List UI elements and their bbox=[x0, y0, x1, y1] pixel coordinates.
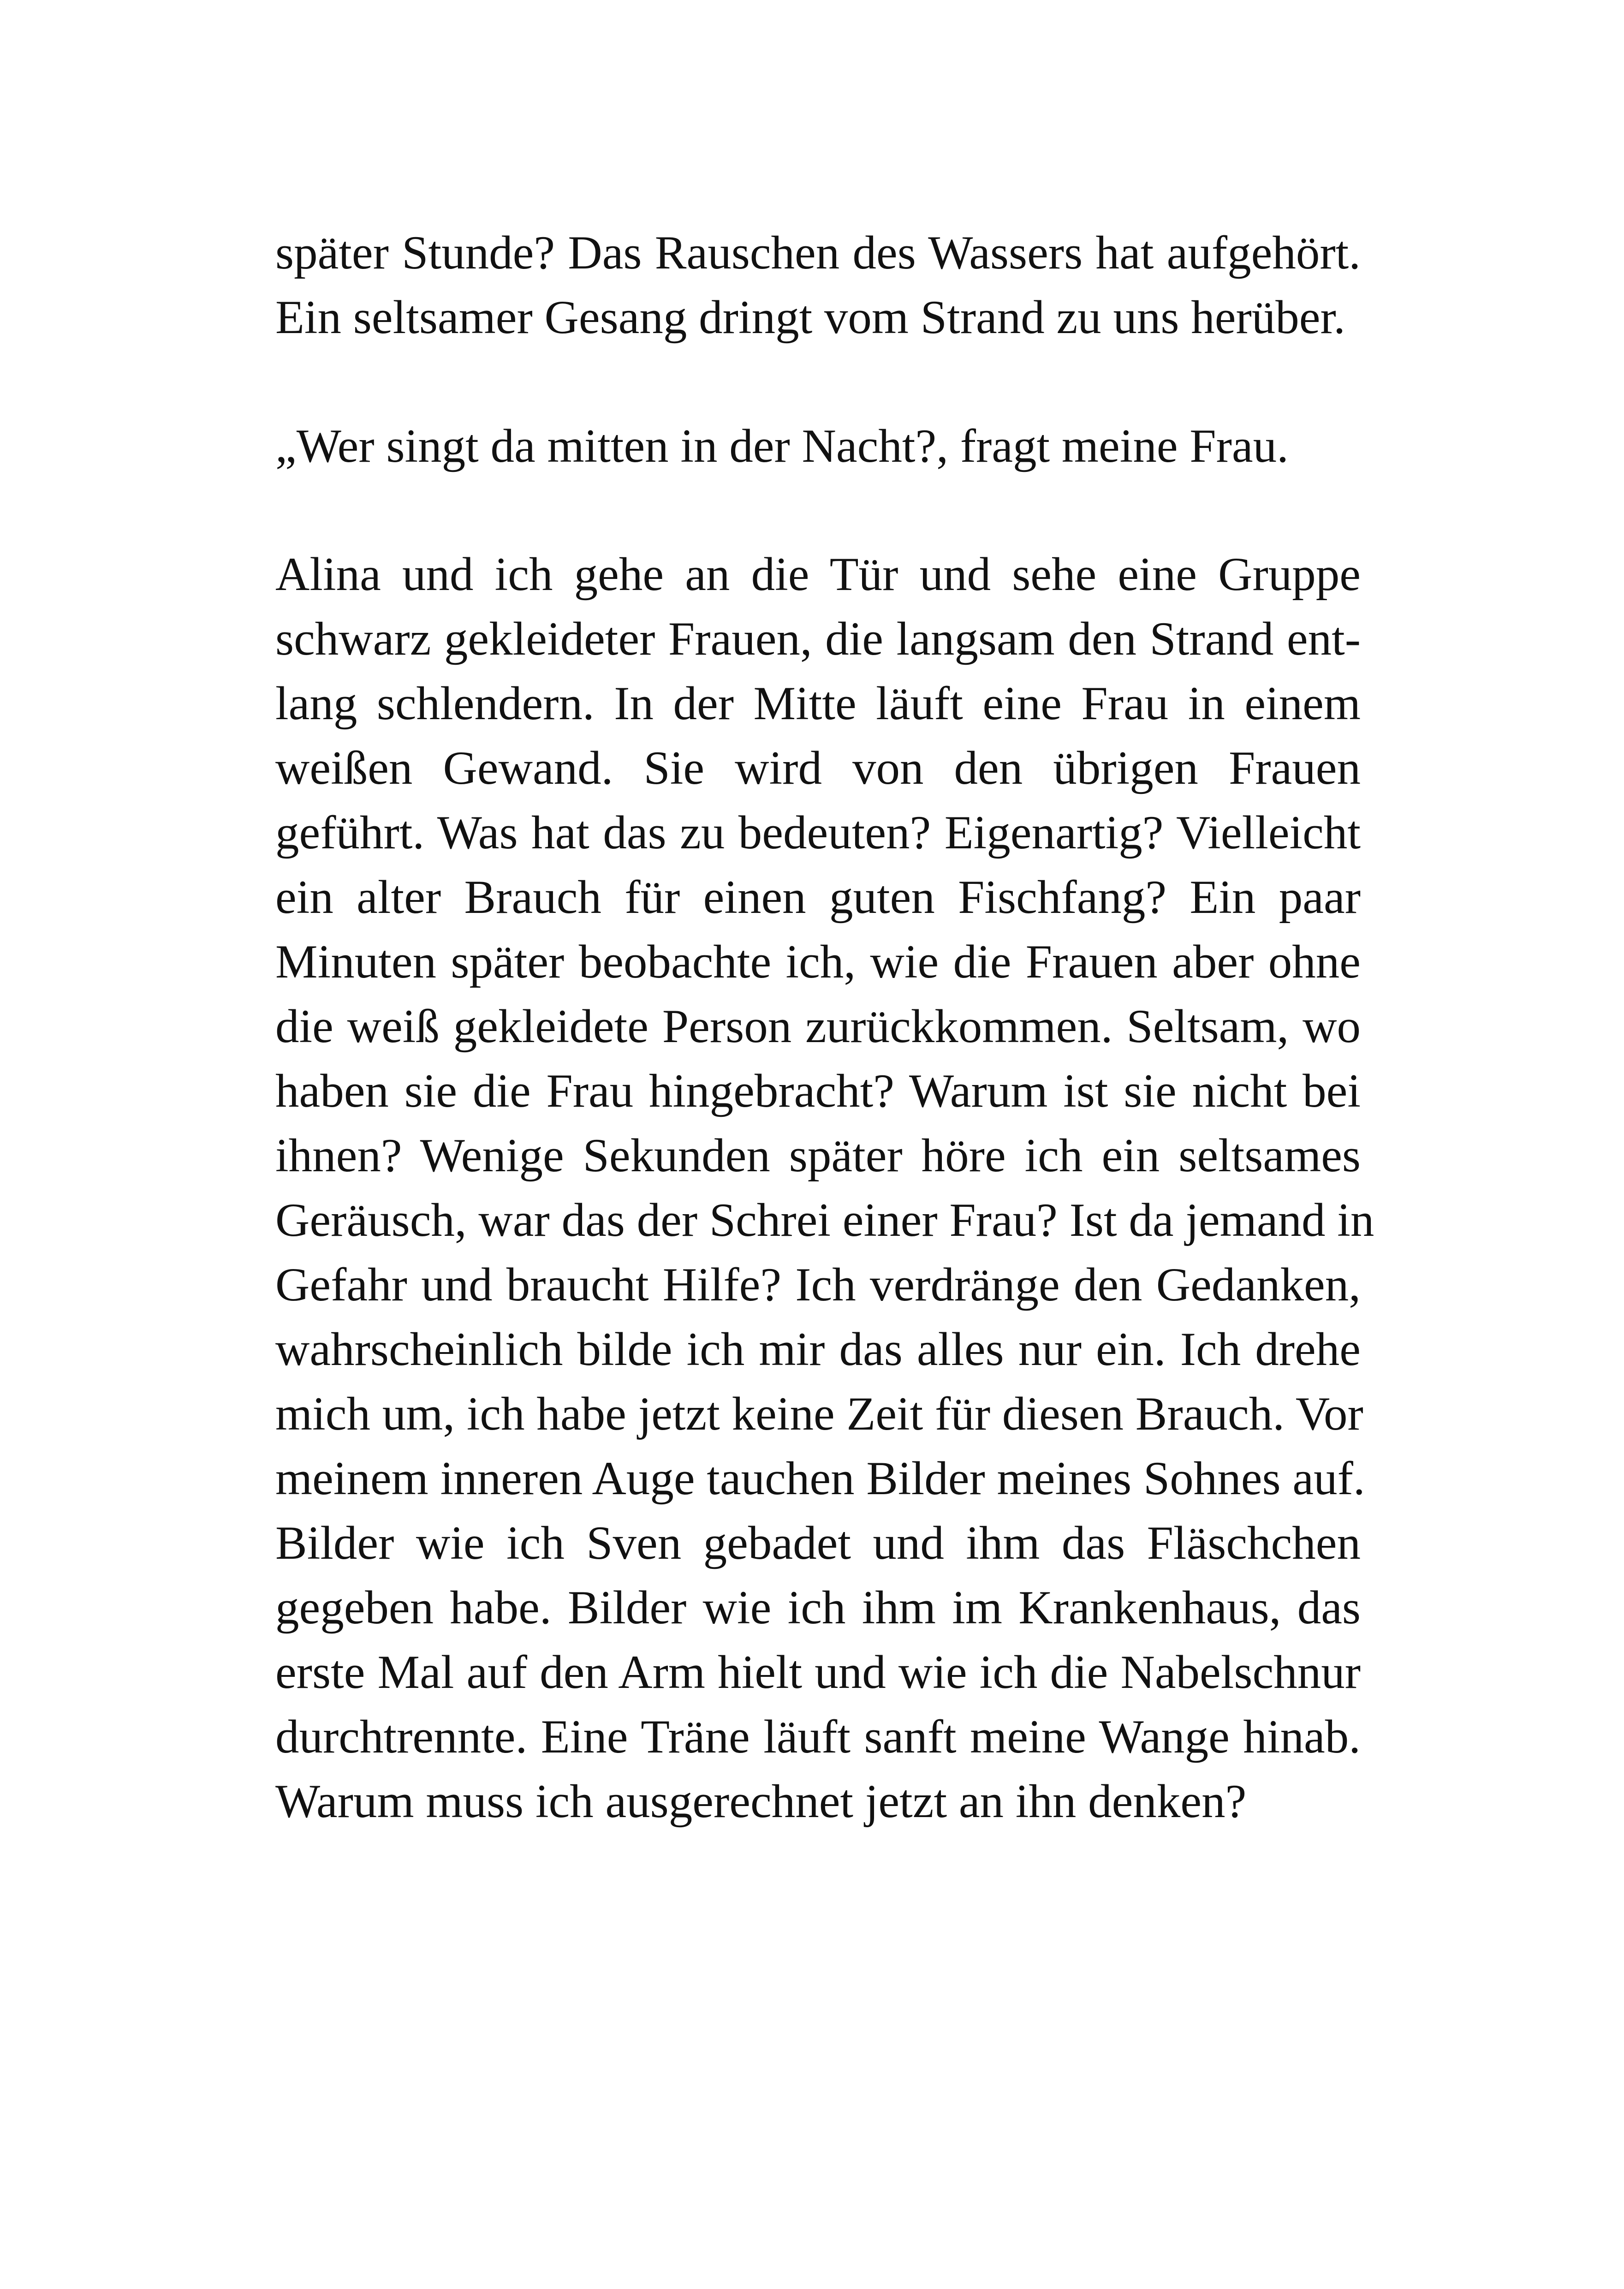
paragraph-line: mich um, ich habe jetzt keine Zeit für diesen Brauch. Vor bbox=[275, 1388, 1363, 1440]
paragraph-line: Alina und ich gehe an die Tür und sehe eine Gruppe bbox=[275, 548, 1361, 601]
paragraph-line: Geräusch, war das der Schrei einer Frau? Ist da jemand in bbox=[275, 1194, 1374, 1246]
paragraph-line: „Wer singt da mitten in der Nacht?, fragt meine Frau. bbox=[275, 420, 1289, 472]
paragraph-line: weißen Gewand. Sie wird von den übrigen Frauen bbox=[275, 742, 1361, 794]
paragraph-line: die weiß gekleidete Person zurückkommen. Seltsam, wo bbox=[275, 1000, 1361, 1053]
paragraph-line: haben sie die Frau hingebracht? Warum ist sie nicht bei bbox=[275, 1065, 1361, 1117]
paragraph-line: Ein seltsamer Gesang dringt vom Strand zu uns herüber. bbox=[275, 291, 1345, 344]
paragraph-line: wahrscheinlich bilde ich mir das alles nur ein. Ich drehe bbox=[275, 1323, 1361, 1376]
paragraph-line: geführt. Was hat das zu bedeuten? Eigenartig? Vielleicht bbox=[275, 806, 1361, 859]
paragraph-line: durchtrennte. Eine Träne läuft sanft meine Wange hinab. bbox=[275, 1711, 1361, 1763]
paragraph-line: gegeben habe. Bilder wie ich ihm im Krankenhaus, das bbox=[275, 1581, 1361, 1634]
paragraph-line: erste Mal auf den Arm hielt und wie ich die Nabelschnur bbox=[275, 1646, 1361, 1699]
paragraph-line: Gefahr und braucht Hilfe? Ich verdränge den Gedanken, bbox=[275, 1258, 1361, 1311]
paragraph-line: ein alter Brauch für einen guten Fischfang? Ein paar bbox=[275, 871, 1361, 924]
paragraph-line: lang schlendern. In der Mitte läuft eine Frau in einem bbox=[275, 677, 1361, 730]
paragraph-line: meinem inneren Auge tauchen Bilder meines Sohnes auf. bbox=[275, 1452, 1365, 1505]
paragraph-line: Minuten später beobachte ich, wie die Frauen aber ohne bbox=[275, 936, 1361, 988]
paragraph-line: schwarz gekleideter Frauen, die langsam den Strand ent- bbox=[275, 613, 1361, 665]
paragraph-line: ihnen? Wenige Sekunden später höre ich ein seltsames bbox=[275, 1129, 1361, 1182]
paragraph-line: Bilder wie ich Sven gebadet und ihm das Fläschchen bbox=[275, 1517, 1361, 1569]
paragraph-3 bbox=[275, 542, 1374, 1834]
paragraph-line: später Stunde? Das Rauschen des Wassers hat aufgehört. bbox=[275, 227, 1361, 279]
paragraph-1 bbox=[275, 221, 1361, 350]
paragraph-line: Warum muss ich ausgerechnet jetzt an ihn denken? bbox=[275, 1775, 1247, 1828]
paragraph-2 bbox=[275, 414, 1361, 478]
